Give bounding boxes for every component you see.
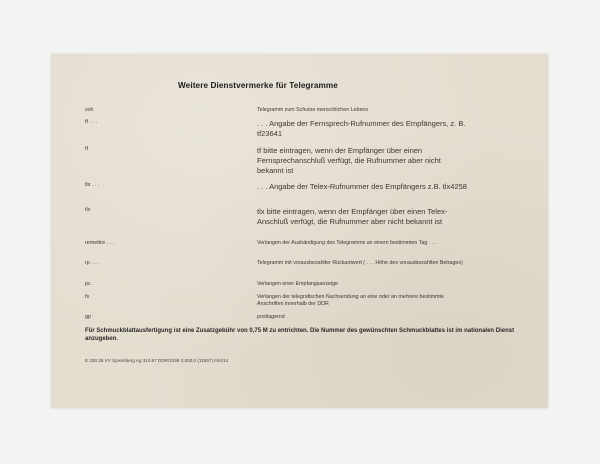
entry-description: . . . Angabe der Telex-Rufnummer des Empfängers z.B. tlx4258 xyxy=(257,182,467,191)
entry-description: tf bitte eintragen, wenn der Empfänger über einen Fernsprechanschluß verfügt, die Rufnummer aber nicht bekannt ist xyxy=(257,146,441,175)
entry-description: Telegramm zum Schutze menschlichen Lebens xyxy=(257,107,368,113)
entry-abbr: tf xyxy=(85,146,88,152)
telegram-form-sheet xyxy=(51,54,548,408)
entry-abbr: remettre . . . xyxy=(85,240,115,246)
entry-abbr: gp xyxy=(85,314,91,320)
entry-description: Verlangen der Aushändigung des Telegramms an einem bestimmten Tag . . . xyxy=(257,240,437,246)
entry-abbr: svh xyxy=(85,107,94,113)
entry-abbr: pc xyxy=(85,281,91,287)
document-title: Weitere Dienstvermerke für Telegramme xyxy=(178,81,338,90)
entry-description: Verlangen einer Empfangsanzeige xyxy=(257,281,338,287)
entry-abbr: tlx xyxy=(85,207,91,213)
print-imprint: E 330.38 VV Spremberg Ag 310.87 DDR/2299 3.000,0 (11657) III/4/14 xyxy=(85,358,229,363)
entry-abbr: tf . . . xyxy=(85,119,97,125)
entry-description: postlagernd xyxy=(257,314,285,320)
entry-abbr: fs xyxy=(85,294,90,300)
entry-abbr: rp . . . xyxy=(85,260,99,266)
entry-description: tlx bitte eintragen, wenn der Empfänger über einen Telex-Anschluß verfügt, die Rufnummer aber nicht bekannt ist xyxy=(257,207,448,226)
entry-description: Telegramm mit vorausbezahlter Rückantwort ( . . . Höhe des vorausbezahlten Betrages) xyxy=(257,260,463,266)
fee-note: Für Schmuckblattausfertigung ist eine Zusatzgebühr von 0,75 M zu entrichten. Die Nummer des gewünschten Schmuckblattes ist im nationalen Dienst anzugeben. xyxy=(85,328,515,343)
entry-description: Verlangen der telegrafischen Nachsendung an eine oder an mehrere bestimmte Anschriften innerhalb der DDR xyxy=(257,294,444,307)
entry-abbr: tlx . . . xyxy=(85,182,100,188)
entry-description: . . . Angabe der Fernsprech-Rufnummer des Empfängers, z. B. tf23641 xyxy=(257,119,466,138)
